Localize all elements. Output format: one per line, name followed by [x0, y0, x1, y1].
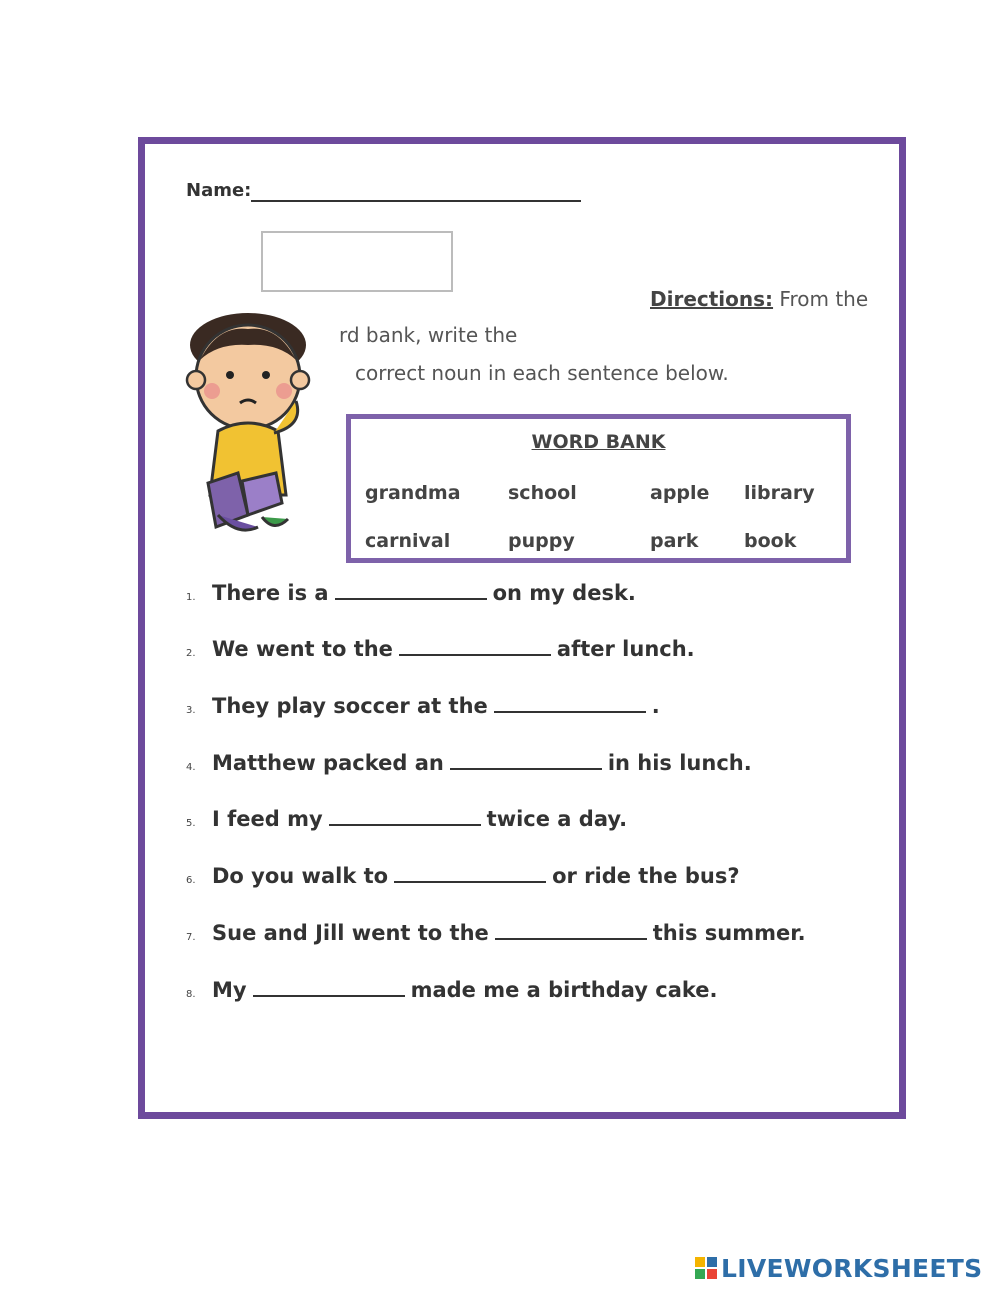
- word-bank-word: library: [744, 482, 815, 504]
- answer-blank[interactable]: [494, 693, 646, 713]
- sentence-after: after lunch.: [556, 637, 695, 661]
- sentence-5: [186, 806, 627, 831]
- sentence-8: [186, 977, 718, 1002]
- logo-icon: [695, 1257, 717, 1279]
- answer-box[interactable]: [261, 231, 453, 292]
- directions-line-1: [650, 287, 868, 311]
- sentence-after: or ride the bus?: [552, 864, 740, 888]
- answer-blank[interactable]: [495, 920, 647, 940]
- sentence-after: in his lunch.: [607, 751, 752, 775]
- sentence-before: Matthew packed an: [212, 751, 444, 775]
- sentence-number: 5.: [186, 818, 196, 829]
- sentence-number: 4.: [186, 762, 196, 773]
- sentence-3: [186, 693, 660, 718]
- sentence-before: Sue and Jill went to the: [212, 921, 489, 945]
- liveworksheets-logo[interactable]: [695, 1253, 982, 1283]
- sentence-number: 7.: [186, 932, 196, 943]
- sentence-after: this summer.: [652, 921, 806, 945]
- answer-blank[interactable]: [394, 863, 546, 883]
- sentence-4: [186, 750, 752, 775]
- word-bank: [346, 414, 851, 563]
- sentence-number: 3.: [186, 705, 196, 716]
- word-bank-word: puppy: [508, 530, 575, 552]
- sentence-before: My: [212, 978, 247, 1002]
- word-bank-word: school: [508, 482, 577, 504]
- sentence-before: I feed my: [212, 807, 323, 831]
- word-bank-title: WORD BANK: [531, 431, 666, 453]
- answer-blank[interactable]: [450, 750, 602, 770]
- logo-text: LIVEWORKSHEETS: [721, 1253, 983, 1283]
- answer-blank[interactable]: [335, 580, 487, 600]
- sentence-before: We went to the: [212, 637, 393, 661]
- sentence-1: [186, 580, 636, 605]
- answer-blank[interactable]: [399, 636, 551, 656]
- answer-blank[interactable]: [329, 806, 481, 826]
- child-reading-illustration: [178, 305, 338, 545]
- answer-blank[interactable]: [253, 977, 405, 997]
- sentence-before: Do you walk to: [212, 864, 389, 888]
- sentence-after: on my desk.: [492, 581, 636, 605]
- sentence-6: [186, 863, 740, 888]
- name-label: Name:: [186, 180, 252, 201]
- name-line: [251, 200, 581, 202]
- directions-heading: Directions:: [650, 287, 774, 311]
- sentence-before: There is a: [212, 581, 329, 605]
- sentence-number: 6.: [186, 875, 196, 886]
- sentence-after: .: [651, 694, 660, 718]
- word-bank-word: grandma: [365, 482, 461, 504]
- word-bank-word: book: [744, 530, 797, 552]
- sentence-7: [186, 920, 806, 945]
- sentence-before: They play soccer at the: [212, 694, 488, 718]
- sentence-2: [186, 636, 695, 661]
- sentence-after: made me a birthday cake.: [410, 978, 718, 1002]
- directions-line-3: correct noun in each sentence below.: [355, 361, 729, 385]
- directions-line-2: rd bank, write the: [339, 323, 518, 347]
- sentence-number: 1.: [186, 592, 196, 603]
- sentence-after: twice a day.: [486, 807, 628, 831]
- worksheet-frame: [138, 137, 906, 1119]
- directions-text-1: From the: [773, 287, 869, 311]
- sentence-number: 8.: [186, 989, 196, 1000]
- word-bank-word: park: [650, 530, 699, 552]
- word-bank-word: apple: [650, 482, 710, 504]
- word-bank-word: carnival: [365, 530, 451, 552]
- sentence-number: 2.: [186, 648, 196, 659]
